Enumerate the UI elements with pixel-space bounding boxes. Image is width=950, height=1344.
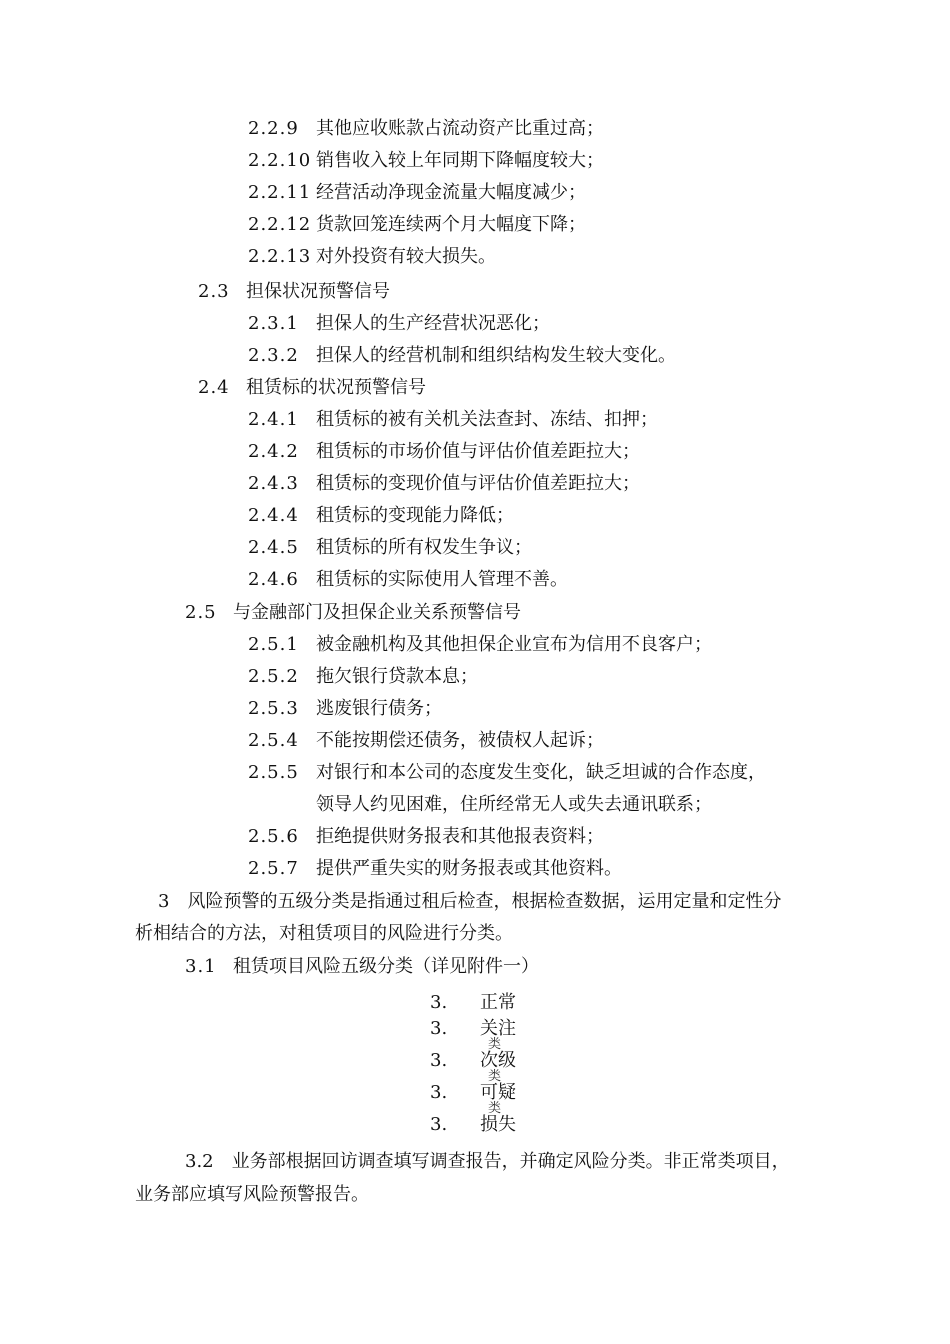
list-item: 2.3.1 担保人的生产经营状况恶化； [248, 313, 550, 334]
classification-item: 3. 次级 类 [430, 1050, 516, 1084]
list-item: 2.4.5 租赁标的所有权发生争议； [248, 537, 532, 558]
classification-item: 3. 关注 类 [430, 1018, 516, 1052]
paragraph-line: 析相结合的方法，对租赁项目的风险进行分类。 [135, 923, 513, 944]
list-item: 2.3.2 担保人的经营机制和组织结构发生较大变化。 [248, 345, 676, 366]
classification-item: 3. 正常 [430, 992, 516, 1013]
list-item: 2.4.4 租赁标的变现能力降低； [248, 505, 514, 526]
classification-item: 3. 损失 [430, 1114, 516, 1135]
section-heading: 2.3 担保状况预警信号 [198, 281, 390, 302]
list-item: 2.5.6 拒绝提供财务报表和其他报表资料； [248, 826, 604, 847]
classification-item: 3. 可疑 类 [430, 1082, 516, 1116]
list-item: 2.2.13 对外投资有较大损失。 [248, 246, 496, 267]
list-item: 2.4.1 租赁标的被有关机关法查封、冻结、扣押； [248, 409, 658, 430]
paragraph-line: 3 风险预警的五级分类是指通过租后检查，根据检查数据，运用定量和定性分 [158, 891, 782, 912]
paragraph-line: 业务部应填写风险预警报告。 [135, 1184, 369, 1205]
section-heading: 2.4 租赁标的状况预警信号 [198, 377, 426, 398]
list-item: 2.4.6 租赁标的实际使用人管理不善。 [248, 569, 568, 590]
list-item: 2.2.11 经营活动净现金流量大幅度减少； [248, 182, 586, 203]
list-item: 2.5.5 对银行和本公司的态度发生变化，缺乏坦诚的合作态度， [248, 762, 766, 783]
list-item: 2.2.10 销售收入较上年同期下降幅度较大； [248, 150, 604, 171]
list-item: 2.5.3 逃废银行债务； [248, 698, 442, 719]
paragraph-line: 3.2 业务部根据回访调查填写调查报告，并确定风险分类。非正常类项目， [185, 1151, 790, 1172]
list-item: 2.5.7 提供严重失实的财务报表或其他资料。 [248, 858, 622, 879]
section-heading: 2.5 与金融部门及担保企业关系预警信号 [185, 602, 521, 623]
list-item: 2.5.1 被金融机构及其他担保企业宣布为信用不良客户； [248, 634, 712, 655]
list-item: 2.4.3 租赁标的变现价值与评估价值差距拉大； [248, 473, 640, 494]
list-item: 2.4.2 租赁标的市场价值与评估价值差距拉大； [248, 441, 640, 462]
list-item: 2.2.9 其他应收账款占流动资产比重过高； [248, 118, 604, 139]
list-item-continuation: 领导人约见困难，住所经常无人或失去通讯联系； [316, 794, 712, 815]
section-heading: 3.1 租赁项目风险五级分类（详见附件一） [185, 956, 539, 977]
list-item: 2.5.4 不能按期偿还债务，被债权人起诉； [248, 730, 604, 751]
list-item: 2.5.2 拖欠银行贷款本息； [248, 666, 478, 687]
list-item: 2.2.12 货款回笼连续两个月大幅度下降； [248, 214, 586, 235]
